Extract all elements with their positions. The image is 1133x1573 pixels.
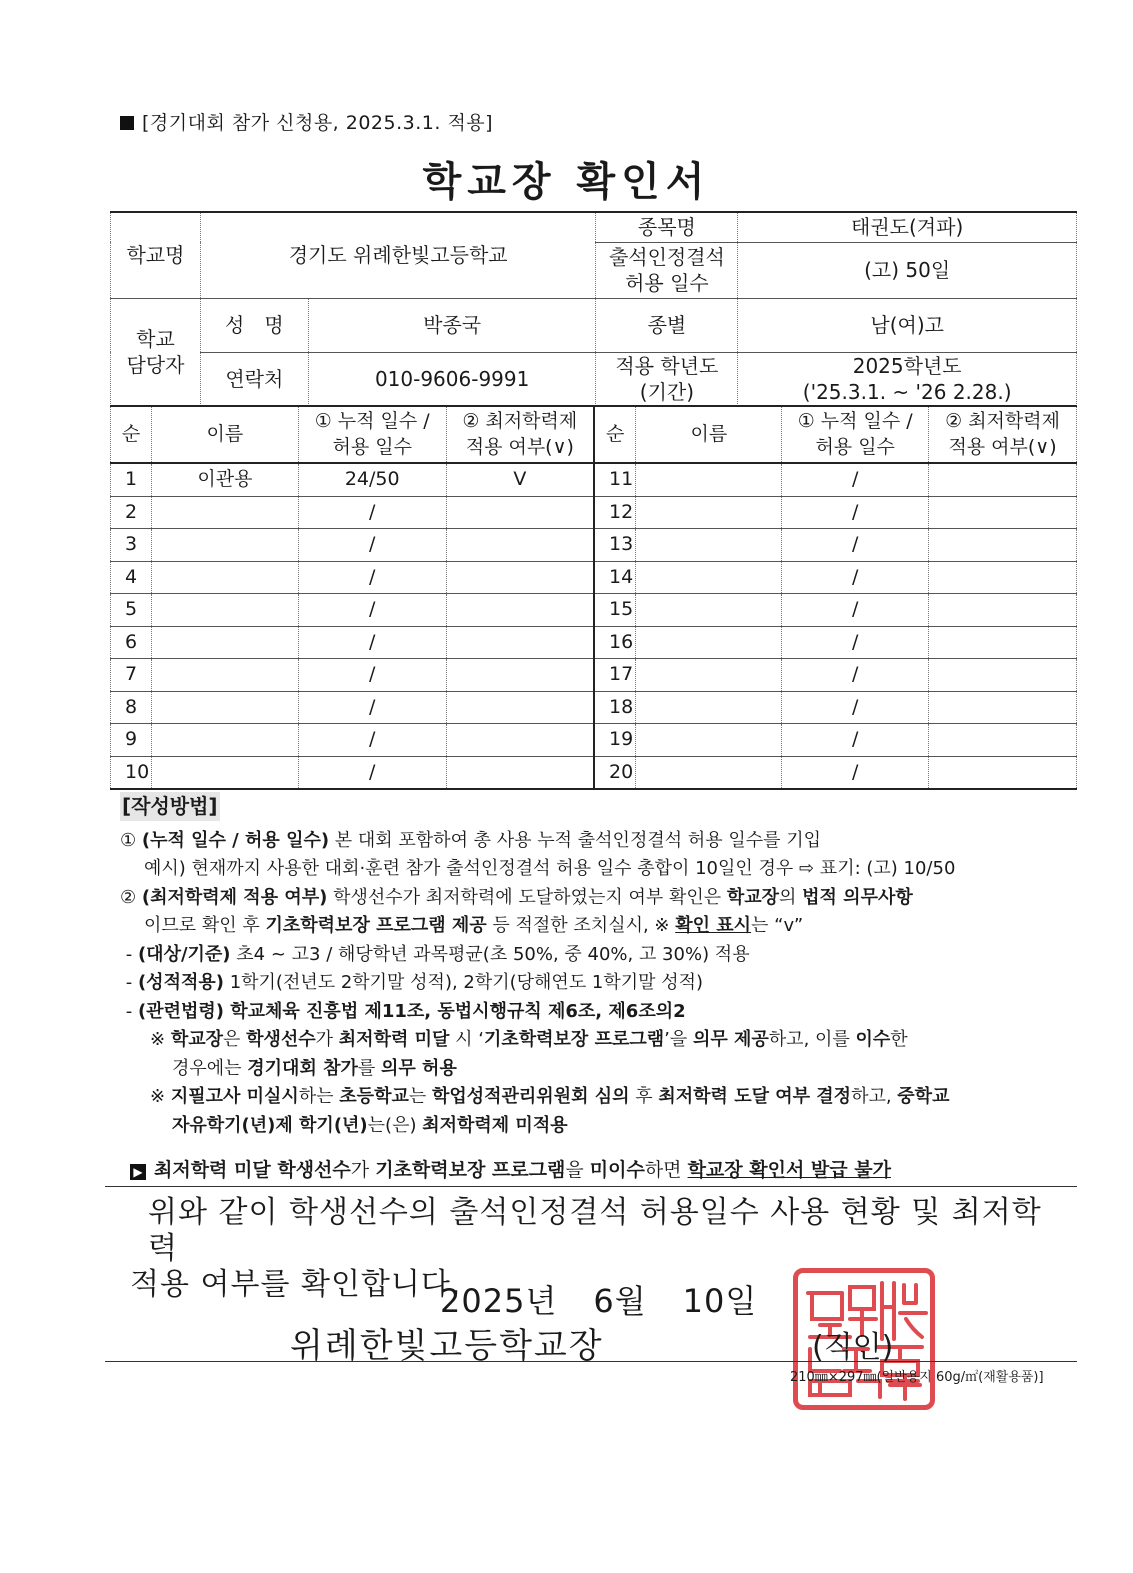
arrow-box-icon: ▶ — [130, 1164, 146, 1180]
method-sub-3: - (관련법령) 학교체육 진흥법 제11조, 동법시행규칙 제6조, 제6조의2 — [120, 1000, 686, 1022]
days-value: / — [298, 626, 446, 659]
min-achievement-check — [446, 496, 594, 529]
method-note-2: ※ 지필고사 미실시하는 초등학교는 학업성적관리위원회 심의 후 최저학력 도달 여부 결정하고, 중학교 — [150, 1086, 950, 1107]
table-row — [111, 496, 1077, 529]
row-number: 18 — [594, 691, 636, 724]
writing-method-section — [120, 792, 1080, 1140]
days-value: / — [782, 496, 929, 529]
student-list-table — [110, 405, 1077, 790]
min-achievement-check — [446, 659, 594, 692]
method-item-2-cont: 이므로 확인 후 기초학력보장 프로그램 제공 등 적절한 조치실시, ※ 확인 표시는 “v” — [144, 915, 804, 936]
row-number: 7 — [111, 659, 152, 692]
seq-header: 순 — [594, 406, 636, 463]
name-header: 이름 — [636, 406, 782, 463]
days-value: / — [782, 724, 929, 757]
row-number: 16 — [594, 626, 636, 659]
issuance-notice: ▶ 최저학력 미달 학생선수가 기초학력보장 프로그램을 미이수하면 학교장 확인서 발급 불가 — [130, 1155, 891, 1182]
student-name — [151, 756, 298, 789]
row-number: 5 — [111, 594, 152, 627]
contact-value: 010-9606-9991 — [308, 352, 596, 406]
min-achievement-check — [446, 529, 594, 562]
black-square-icon — [120, 116, 134, 130]
days-header: ① 누적 일수 / 허용 일수 — [782, 406, 929, 463]
days-value: / — [298, 691, 446, 724]
year-label: 적용 학년도 (기간) — [596, 352, 738, 406]
row-number: 12 — [594, 496, 636, 529]
table-row — [111, 529, 1077, 562]
table-row — [111, 594, 1077, 627]
row-number: 6 — [111, 626, 152, 659]
days-value: / — [782, 529, 929, 562]
days-value: / — [782, 463, 929, 496]
row-number: 20 — [594, 756, 636, 789]
allowed-days-label: 출석인정결석 허용 일수 — [596, 242, 738, 298]
name-label: 성 명 — [200, 298, 308, 352]
row-number: 8 — [111, 691, 152, 724]
min-achievement-check — [929, 594, 1077, 627]
manager-label: 학교 담당자 — [111, 298, 201, 406]
student-name — [636, 691, 782, 724]
student-name — [151, 626, 298, 659]
divider-top — [105, 1186, 1077, 1187]
days-value: / — [782, 594, 929, 627]
student-name — [636, 659, 782, 692]
min-achievement-check — [446, 594, 594, 627]
row-number: 14 — [594, 561, 636, 594]
allowed-days-value: (고) 50일 — [738, 242, 1077, 298]
document-title: 학교장 확인서 — [422, 159, 711, 205]
row-number: 2 — [111, 496, 152, 529]
student-name — [636, 724, 782, 757]
days-value: / — [782, 756, 929, 789]
row-number: 15 — [594, 594, 636, 627]
min-achievement-check — [446, 724, 594, 757]
min-achievement-check — [446, 691, 594, 724]
method-note-1-cont: 경우에는 경기대회 참가를 의무 허용 — [172, 1057, 457, 1079]
gender-label: 종별 — [596, 298, 738, 352]
method-note-2-cont: 자유학기(년)제 학기(년)는(은) 최저학력제 미적용 — [172, 1114, 568, 1136]
name-header: 이름 — [151, 406, 298, 463]
row-number: 3 — [111, 529, 152, 562]
student-name — [636, 496, 782, 529]
min-achievement-check — [446, 626, 594, 659]
row-number: 9 — [111, 724, 152, 757]
student-name — [636, 561, 782, 594]
table-row — [111, 691, 1077, 724]
days-value: / — [298, 724, 446, 757]
header-note: [경기대회 참가 신청용, 2025.3.1. 적용] — [120, 108, 493, 135]
days-value: / — [298, 659, 446, 692]
min-achievement-check: V — [446, 463, 594, 496]
min-achievement-check — [929, 496, 1077, 529]
student-name — [151, 691, 298, 724]
table-row — [111, 724, 1077, 757]
principal-name: 위례한빛고등학교장 — [290, 1326, 604, 1366]
info-table — [110, 211, 1077, 407]
contact-label: 연락처 — [200, 352, 308, 406]
min-achievement-check — [929, 756, 1077, 789]
student-name — [151, 561, 298, 594]
days-value: / — [298, 496, 446, 529]
student-name — [636, 756, 782, 789]
days-value: / — [298, 529, 446, 562]
student-name — [151, 529, 298, 562]
student-list-body — [111, 463, 1077, 789]
days-value: / — [298, 594, 446, 627]
days-header: ① 누적 일수 / 허용 일수 — [298, 406, 446, 463]
days-value: / — [298, 756, 446, 789]
student-name — [151, 724, 298, 757]
student-name — [151, 496, 298, 529]
min-achievement-header: ② 최저학력제 적용 여부(∨) — [446, 406, 594, 463]
school-name: 경기도 위례한빛고등학교 — [200, 212, 596, 298]
event-label: 종목명 — [596, 212, 738, 242]
method-item-1-example: 예시) 현재까지 사용한 대회·훈련 참가 출석인정결석 허용 일수 총합이 10일인 경우 ⇨ 표기: (고) 10/50 — [144, 858, 956, 879]
school-label: 학교명 — [111, 212, 201, 298]
confirmation-statement: 위와 같이 학생선수의 출석인정결석 허용일수 사용 현황 및 최저학력 적용 여부를 확인합니다. — [130, 1195, 1042, 1302]
days-value: / — [782, 691, 929, 724]
row-number: 13 — [594, 529, 636, 562]
student-name: 이관용 — [151, 463, 298, 496]
method-sub-2: - (성적적용) 1학기(전년도 2학기말 성적), 2학기(당해연도 1학기말 성적) — [120, 972, 704, 993]
min-achievement-check — [446, 561, 594, 594]
days-value: / — [782, 561, 929, 594]
event-value: 태권도(겨파) — [738, 212, 1077, 242]
min-achievement-check — [929, 691, 1077, 724]
issue-date: 2025년 6월 10일 — [440, 1282, 758, 1320]
year-value: 2025학년도 ('25.3.1. ~ '26 2.28.) — [738, 352, 1077, 406]
divider-bottom — [105, 1361, 1077, 1362]
row-number: 11 — [594, 463, 636, 496]
days-value: / — [782, 659, 929, 692]
min-achievement-check — [929, 561, 1077, 594]
min-achievement-check — [929, 463, 1077, 496]
method-note-1: ※ 학교장은 학생선수가 최저학력 미달 시 ‘기초학력보장 프로그램’을 의무 제공하고, 이를 이수한 — [150, 1029, 908, 1050]
days-value: / — [298, 561, 446, 594]
table-row — [111, 756, 1077, 789]
seal-label: (직인) — [812, 1330, 894, 1365]
gender-value: 남(여)고 — [738, 298, 1077, 352]
name-value: 박종국 — [308, 298, 596, 352]
method-item-2: ② (최저학력제 적용 여부) 학생선수가 최저학력에 도달하였는지 여부 확인은 학교장의 법적 의무사항 — [120, 886, 913, 908]
student-name — [151, 594, 298, 627]
row-number: 19 — [594, 724, 636, 757]
student-name — [151, 659, 298, 692]
table-row — [111, 463, 1077, 496]
student-name — [636, 529, 782, 562]
student-name — [636, 594, 782, 627]
method-sub-1: - (대상/기준) 초4 ~ 고3 / 해당학년 과목평균(초 50%, 중 40%, 고 30%) 적용 — [120, 943, 750, 965]
min-achievement-check — [929, 626, 1077, 659]
method-heading: [작성방법] — [120, 792, 220, 821]
row-number: 17 — [594, 659, 636, 692]
min-achievement-check — [929, 529, 1077, 562]
min-achievement-header: ② 최저학력제 적용 여부(∨) — [929, 406, 1077, 463]
min-achievement-check — [929, 724, 1077, 757]
min-achievement-check — [929, 659, 1077, 692]
days-value: / — [782, 626, 929, 659]
paper-spec: 210㎜×297㎜(일반용지 60g/㎡(재활용품)] — [790, 1370, 1044, 1385]
min-achievement-check — [446, 756, 594, 789]
days-value: 24/50 — [298, 463, 446, 496]
row-number: 4 — [111, 561, 152, 594]
student-name — [636, 626, 782, 659]
method-item-1: ① (누적 일수 / 허용 일수) 본 대회 포함하여 총 사용 누적 출석인정결석 허용 일수를 기입 — [120, 829, 821, 851]
row-number: 1 — [111, 463, 152, 496]
table-row — [111, 659, 1077, 692]
table-row — [111, 626, 1077, 659]
row-number: 10 — [111, 756, 152, 789]
seq-header: 순 — [111, 406, 152, 463]
student-name — [636, 463, 782, 496]
table-row — [111, 561, 1077, 594]
